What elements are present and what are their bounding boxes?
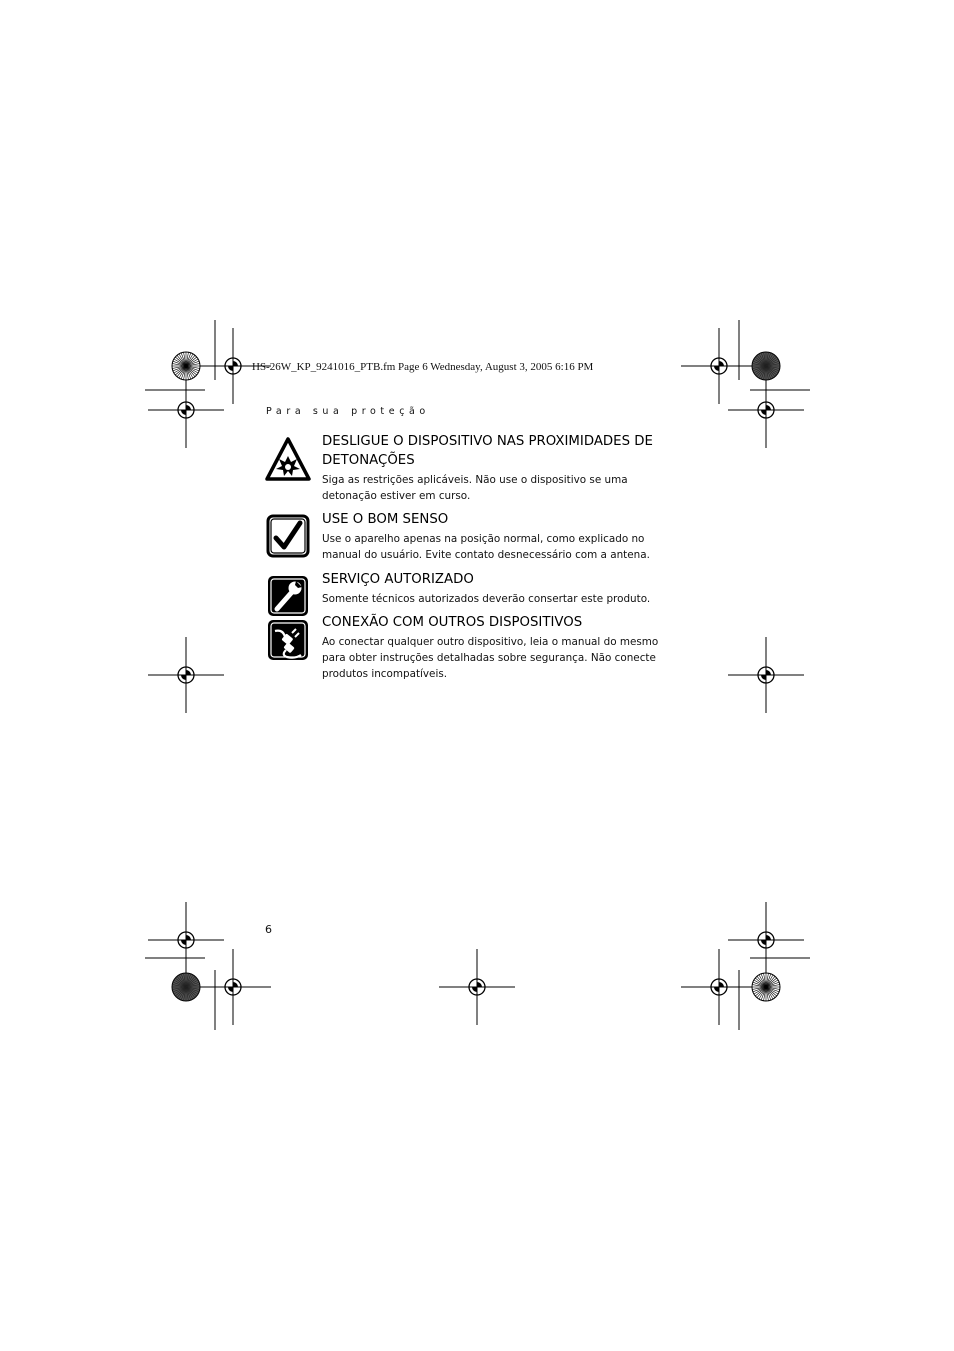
star-target-mark [752, 973, 780, 1001]
plug-icon [265, 617, 311, 663]
section-common-sense [322, 510, 682, 563]
registration-mark [681, 328, 757, 404]
star-target-mark [172, 352, 200, 380]
slug-line: HS-26W_KP_9241016_PTB.fm Page 6 Wednesday, August 3, 2005 6:16 PM [252, 361, 594, 373]
registration-mark [728, 902, 804, 978]
registration-mark [195, 949, 271, 1025]
section-detonations [322, 432, 682, 504]
page-number: 6 [265, 923, 272, 936]
running-head: Para sua proteção [266, 406, 430, 417]
section-title: DESLIGUE O DISPOSITIVO NAS PROXIMIDADES DE DETONAÇÕES [322, 434, 653, 468]
registration-mark [681, 949, 757, 1025]
section-other-devices [322, 613, 682, 682]
section-authorized-service [322, 570, 682, 607]
star-target-mark [172, 973, 200, 1001]
checkmark-icon [265, 513, 311, 559]
section-body: Ao conectar qualquer outro dispositivo, leia o manual do mesmo para obter instruções detalhadas sobre segurança. Não conecte produtos incompatíveis. [322, 636, 659, 680]
section-body: Siga as restrições aplicáveis. Não use o dispositivo se uma detonação estiver em curso. [322, 474, 628, 502]
warning-triangle-explosion-icon [265, 437, 311, 483]
wrench-icon [265, 573, 311, 619]
registration-mark [728, 637, 804, 713]
registration-mark [148, 372, 224, 448]
section-title: SERVIÇO AUTORIZADO [322, 572, 474, 587]
registration-mark [728, 372, 804, 448]
section-title: USE O BOM SENSO [322, 512, 449, 527]
section-title: CONEXÃO COM OUTROS DISPOSITIVOS [322, 615, 583, 630]
section-body: Somente técnicos autorizados deverão consertar este produto. [322, 593, 651, 605]
registration-mark [148, 902, 224, 978]
section-body: Use o aparelho apenas na posição normal, como explicado no manual do usuário. Evite contato desnecessário com a antena. [322, 533, 650, 561]
registration-mark [148, 637, 224, 713]
registration-mark [439, 949, 515, 1025]
star-target-mark [752, 352, 780, 380]
